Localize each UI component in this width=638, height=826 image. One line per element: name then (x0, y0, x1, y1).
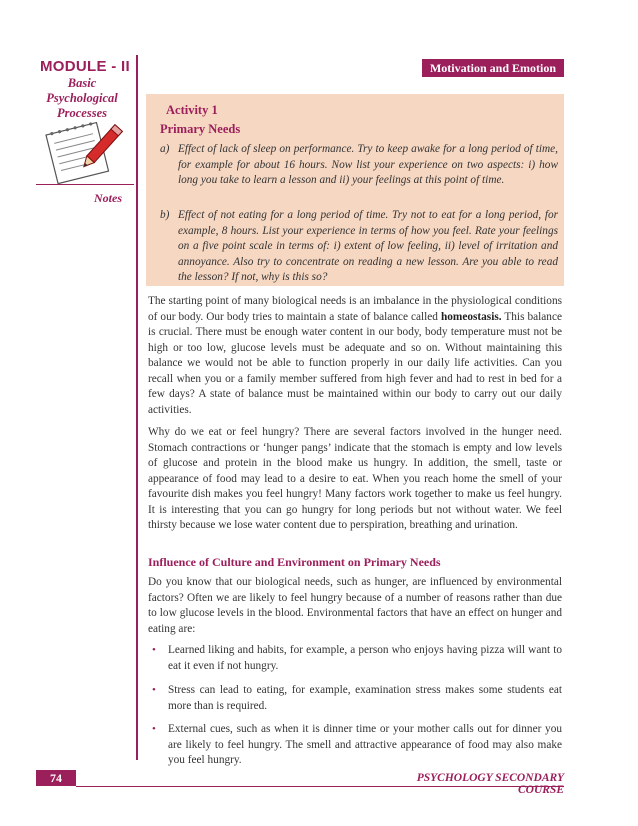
activity-subtitle: Primary Needs (160, 122, 241, 136)
course-name: PSYCHOLOGY SECONDARY COURSE (416, 772, 564, 796)
list-item-text: Learned liking and habits, for example, a person who enjoys having pizza will want to eat it even if not hungry. (168, 644, 562, 672)
bullet-icon: • (152, 723, 156, 735)
paragraph-1-start: The starting point of many biological needs is an imbalance in the physiological conditions of our body. Our body tries to maintain a state of balance called (148, 295, 562, 323)
bullet-icon: • (152, 644, 156, 656)
activity-item-a (160, 142, 558, 189)
activity-item-b (160, 208, 558, 286)
list-item-text: Stress can lead to eating, for example, examination stress makes some students eat more than is required. (168, 684, 562, 712)
notepad-with-pencil-icon (38, 118, 130, 188)
list-item-text: External cues, such as when it is dinner time or your mother calls out for dinner you are likely to feel hungry. The smell and attractive appearance of food may also make you feel hungry. (168, 723, 562, 766)
list-item (148, 643, 562, 674)
chapter-badge: Motivation and Emotion (422, 59, 564, 77)
list-item (148, 683, 562, 714)
activity-title: Activity 1 (166, 103, 218, 117)
module-subtitle-line-2: Psychological (46, 91, 118, 105)
module-subtitle-line-3: Processes (57, 106, 107, 120)
activity-item-b-text: Effect of not eating for a long period of time. Try not to eat for a long period, for example, 8 hours. List your experience in terms of how you feel. Rate your feelings on a five point scale in terms of: i) extent of low feeling, ii) level of irritation and annoyance. Also try to concentrate on reading a new lesson. Are you able to read the lesson? If not, why is this so? (178, 209, 558, 283)
activity-item-a-label: a) (160, 143, 170, 155)
margin-vertical-rule (136, 55, 138, 760)
activity-item-b-label: b) (160, 209, 170, 221)
page-number: 74 (36, 770, 76, 786)
paragraph-1-rest: This balance is crucial. There must be enough water content in our body, body temperature must not be high or too low, glucose levels must be adequate and so on. Without maintaining this balance we would not be able to function properly in our daily life activities. Can you recall when you or a family member suffered from high fever and had to rest in bed for a few days? A state of balance must be maintained within our body to carry out our daily activities. (148, 310, 562, 416)
list-item (148, 722, 562, 769)
notes-divider (36, 184, 134, 185)
activity-item-a-text: Effect of lack of sleep on performance. Try to keep awake for a long period of time, for example for about 16 hours. Now list your experience on two aspects: i) how long you take to learn a lesson and ii) your feelings at this point of time. (178, 143, 558, 186)
notes-label: Notes (94, 191, 122, 205)
paragraph-environment: Do you know that our biological needs, such as hunger, are influenced by environmental factors? Often we are likely to feel hungry because of a number of reasons rather than due to low glucose levels in the blood. Environmental factors that have an effect on hunger and eating are: (148, 576, 562, 635)
module-subtitle (36, 76, 128, 121)
paragraph-hunger: Why do we eat or feel hungry? There are several factors involved in the hunger need. Stomach contractions or ‘hunger pangs’ indicate that the stomach is empty and low levels of glucose and protein in the blood make us hungry. In addition, the smell, taste or appearance of food may lead to a desire to eat. When you reach home the smell of your favourite dish makes you feel hungry! Many factors work together to make us feel hungry. It is interesting that you can go hungry for long periods but not without water. We feel thirsty because we lose water content due to perspiration, breathing and urination. (148, 426, 562, 531)
module-title: MODULE - II (40, 58, 130, 75)
keyword-homeostasis: homeostasis. (440, 310, 502, 323)
module-subtitle-line-1: Basic (67, 76, 97, 90)
section-heading: Influence of Culture and Environment on Primary Needs (148, 555, 441, 569)
bullet-icon: • (152, 684, 156, 696)
paragraph-homeostasis (148, 294, 562, 418)
